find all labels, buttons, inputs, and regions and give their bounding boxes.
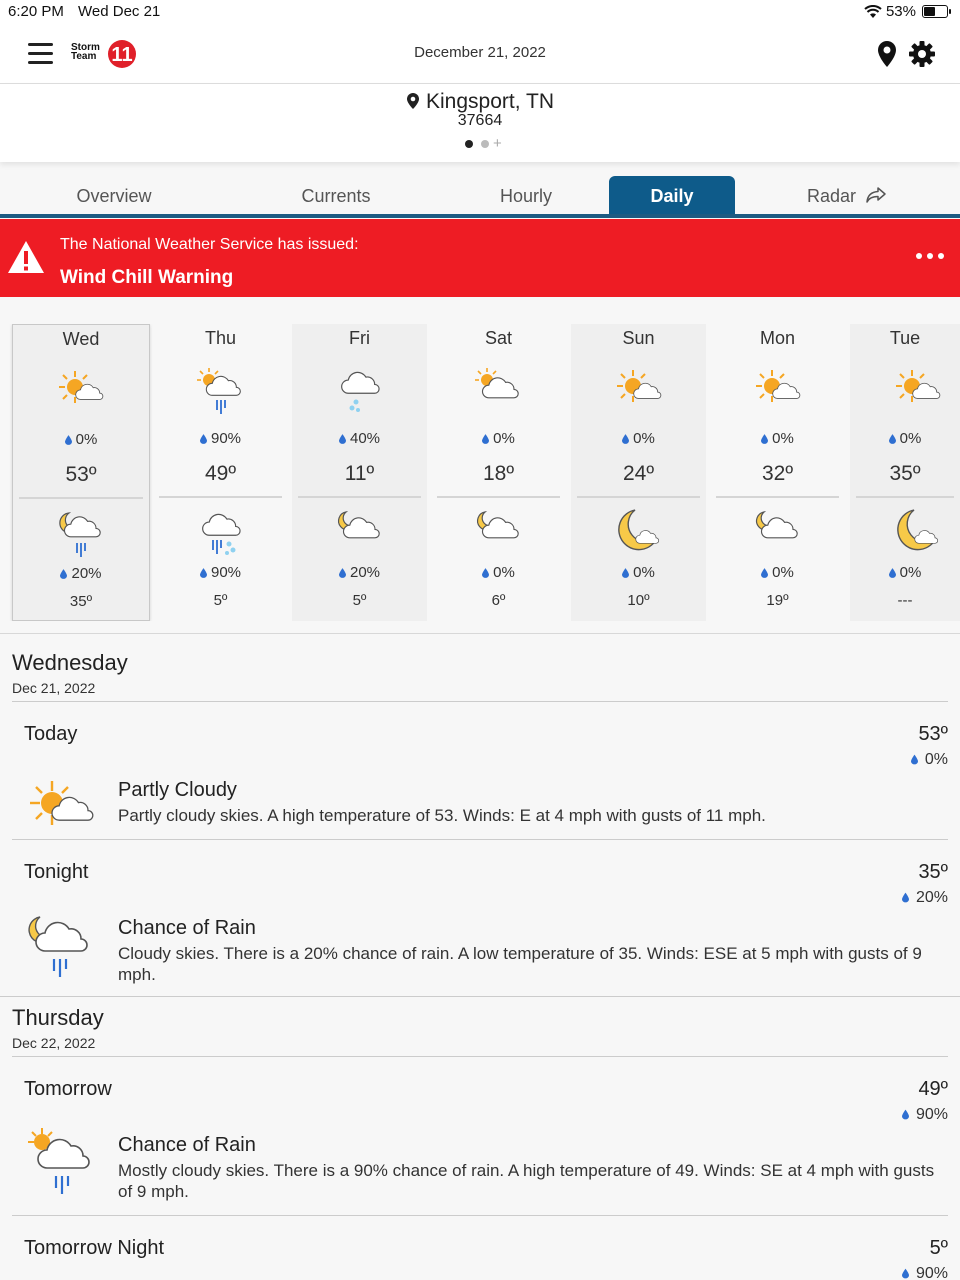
raindrop-icon xyxy=(761,568,768,578)
raindrop-icon xyxy=(622,434,629,444)
day-name: Thu xyxy=(204,328,237,348)
period-name: Tomorrow xyxy=(24,1078,112,1100)
tab-bar xyxy=(0,176,960,218)
precip-night-value: 0% xyxy=(899,564,922,581)
day-card[interactable] xyxy=(431,324,566,621)
high-temp: 11º xyxy=(344,462,375,485)
period-precip-value: 90% xyxy=(915,1106,948,1123)
raindrop-icon xyxy=(60,569,67,579)
location-pager[interactable] xyxy=(465,135,502,152)
tab-radar[interactable] xyxy=(780,176,914,214)
raindrop-icon xyxy=(339,434,346,444)
period-name: Today xyxy=(24,723,78,745)
partly-sunny-icon xyxy=(892,366,944,418)
day-name: Sat xyxy=(484,328,513,348)
high-temp: 53º xyxy=(65,463,97,486)
alert-issuer: The National Weather Service has issued: xyxy=(60,236,359,253)
period-description: Partly cloudy skies. A high temperature of 53. Winds: E at 4 mph with gusts of 11 mph. xyxy=(118,806,766,825)
location-bar[interactable] xyxy=(0,84,960,162)
warning-icon xyxy=(6,239,46,275)
partly-sunny-icon xyxy=(752,366,804,418)
daily-forecast-strip[interactable] xyxy=(0,324,960,621)
raindrop-icon xyxy=(889,568,896,578)
divider xyxy=(159,496,282,498)
forecast-period xyxy=(0,861,960,996)
day-card[interactable] xyxy=(292,324,427,621)
rain-snow-icon xyxy=(195,506,247,558)
tab-radar-label: Radar xyxy=(806,186,856,206)
sun-rain-icon xyxy=(195,366,247,418)
pager-dot[interactable] xyxy=(481,140,489,148)
raindrop-icon xyxy=(482,568,489,578)
tab-currents[interactable]: Currents xyxy=(301,186,371,206)
precip-night-value: 0% xyxy=(772,564,794,581)
status-bar xyxy=(0,0,960,24)
location-pin-icon[interactable] xyxy=(876,40,898,68)
sun-rain-icon xyxy=(22,1122,98,1198)
precip-day-value: 40% xyxy=(349,430,381,447)
high-temp: 35º xyxy=(889,462,921,485)
day-card[interactable] xyxy=(153,324,288,621)
partly-cloudy-night-icon xyxy=(752,506,804,558)
pager-dot-active[interactable] xyxy=(465,140,473,148)
tab-daily[interactable]: Daily xyxy=(609,176,735,214)
detail-day-header xyxy=(12,1005,104,1051)
raindrop-icon xyxy=(622,568,629,578)
precip-day-value: 0% xyxy=(772,430,794,447)
precip-night xyxy=(431,564,566,581)
raindrop-icon xyxy=(902,1109,909,1120)
app-header xyxy=(0,24,960,84)
divider xyxy=(437,496,560,498)
detail-day-date: Dec 21, 2022 xyxy=(12,680,96,696)
day-name: Tue xyxy=(889,328,921,348)
high-temp: 32º xyxy=(761,462,794,485)
precip-night xyxy=(850,564,960,581)
high-temp: 18º xyxy=(482,462,515,485)
divider xyxy=(12,1056,948,1057)
partly-sunny-icon xyxy=(22,767,98,843)
raindrop-icon xyxy=(902,892,909,903)
precip-day xyxy=(13,431,149,448)
detail-day-title: Thursday xyxy=(12,1005,104,1030)
precip-day xyxy=(153,430,288,447)
status-date: Wed Dec 21 xyxy=(78,3,161,20)
divider xyxy=(12,701,948,702)
precip-day-value: 90% xyxy=(210,430,242,447)
low-temp: 6º xyxy=(491,592,506,609)
precip-day xyxy=(710,430,845,447)
divider xyxy=(19,497,143,499)
day-name: Wed xyxy=(62,329,100,349)
period-name: Tonight xyxy=(24,861,89,883)
day-name: Mon xyxy=(759,328,795,348)
alert-title: Wind Chill Warning xyxy=(60,267,234,288)
divider xyxy=(12,1215,948,1216)
precip-night xyxy=(13,565,149,582)
raindrop-icon xyxy=(200,568,207,578)
tab-overview[interactable]: Overview xyxy=(76,186,152,206)
raindrop-icon xyxy=(889,434,896,444)
forecast-period xyxy=(0,1078,960,1215)
raindrop-icon xyxy=(911,754,918,765)
partly-sunny-icon xyxy=(613,366,665,418)
precip-night-value: 20% xyxy=(349,564,381,581)
detail-day-title: Wednesday xyxy=(12,650,128,675)
share-arrow-icon xyxy=(865,186,887,204)
add-location-icon[interactable]: + xyxy=(493,135,502,152)
battery-percent: 53% xyxy=(885,3,916,20)
period-condition: Partly Cloudy xyxy=(118,779,237,801)
precip-day-value: 0% xyxy=(75,431,98,448)
period-precip-value: 90% xyxy=(915,1265,948,1280)
tab-hourly[interactable]: Hourly xyxy=(499,186,552,206)
low-temp: 35º xyxy=(69,593,93,610)
period-condition: Chance of Rain xyxy=(118,917,256,939)
divider xyxy=(716,496,839,498)
precip-day xyxy=(292,430,427,447)
day-card[interactable] xyxy=(850,324,960,621)
raindrop-icon xyxy=(65,435,72,445)
wifi-icon xyxy=(864,5,882,19)
divider xyxy=(856,496,954,498)
precip-night-value: 0% xyxy=(493,564,515,581)
precip-night xyxy=(710,564,845,581)
raindrop-icon xyxy=(339,568,346,578)
period-temp: 49º xyxy=(918,1078,948,1100)
mostly-cloudy-icon xyxy=(473,366,525,418)
logo-text-line1: Storm xyxy=(71,42,100,53)
location-marker-icon xyxy=(406,92,420,110)
raindrop-icon xyxy=(482,434,489,444)
period-name: Tomorrow Night xyxy=(24,1237,165,1259)
battery-icon xyxy=(922,5,948,18)
divider xyxy=(298,496,421,498)
low-temp: 10º xyxy=(627,592,650,609)
period-precip xyxy=(911,751,948,769)
location-zip: 37664 xyxy=(457,112,503,129)
period-temp: 53º xyxy=(918,723,948,745)
more-options-icon[interactable] xyxy=(916,253,944,259)
moon-cloud-icon xyxy=(613,506,665,558)
night-rain-icon xyxy=(55,507,107,559)
divider xyxy=(0,996,960,997)
low-temp: 5º xyxy=(352,592,367,609)
day-name: Fri xyxy=(349,328,370,348)
raindrop-icon xyxy=(761,434,768,444)
period-precip xyxy=(902,1106,948,1124)
period-description: Mostly cloudy skies. There is a 90% chance of rain. A high temperature of 49. Winds: SE at 4 mph with gusts of 9 mph. xyxy=(118,1161,935,1201)
day-name: Sun xyxy=(622,328,655,348)
precip-day-value: 0% xyxy=(493,430,515,447)
raindrop-icon xyxy=(200,434,207,444)
low-temp: 5º xyxy=(213,592,228,609)
period-description: Cloudy skies. There is a 20% chance of rain. A low temperature of 35. Winds: ESE at 5 mph with gusts of 9 mph. xyxy=(118,944,922,984)
night-rain-icon xyxy=(22,905,98,981)
period-condition: Chance of Rain xyxy=(118,1134,256,1156)
divider xyxy=(577,496,700,498)
gear-icon[interactable] xyxy=(908,40,936,68)
precip-night-value: 0% xyxy=(633,564,655,581)
logo-number: 11 xyxy=(111,44,133,66)
raindrop-icon xyxy=(902,1268,909,1279)
high-temp: 24º xyxy=(622,462,655,485)
partly-cloudy-night-icon xyxy=(473,506,525,558)
forecast-period xyxy=(0,723,960,839)
precip-day-value: 0% xyxy=(633,430,655,447)
precip-day xyxy=(850,430,960,447)
high-temp: 49º xyxy=(204,462,237,485)
forecast-period xyxy=(0,1237,960,1280)
precip-night xyxy=(153,564,288,581)
status-time: 6:20 PM xyxy=(8,3,64,20)
precip-night xyxy=(292,564,427,581)
day-card[interactable] xyxy=(12,324,150,621)
period-precip xyxy=(902,889,948,907)
header-date: December 21, 2022 xyxy=(414,44,546,61)
weather-alert-banner[interactable] xyxy=(0,219,960,297)
snow-cloud-icon xyxy=(334,366,386,418)
detail-day-date: Dec 22, 2022 xyxy=(12,1035,96,1051)
period-precip-value: 0% xyxy=(924,751,948,768)
location-city: Kingsport, TN xyxy=(426,90,554,113)
logo-text-line2: Team xyxy=(71,51,97,62)
detail-day-header xyxy=(12,650,128,696)
precip-night-value: 20% xyxy=(71,565,102,582)
low-temp: 19º xyxy=(766,592,789,609)
period-temp: 5º xyxy=(929,1237,948,1259)
day-card[interactable] xyxy=(571,324,706,621)
precip-day xyxy=(571,430,706,447)
precip-night xyxy=(571,564,706,581)
partly-sunny-icon xyxy=(55,367,107,419)
partly-cloudy-night-icon xyxy=(334,506,386,558)
period-precip xyxy=(902,1265,948,1280)
precip-night-value: 90% xyxy=(210,564,242,581)
precip-day-value: 0% xyxy=(899,430,922,447)
moon-cloud-icon xyxy=(892,506,944,558)
period-temp: 35º xyxy=(918,861,948,883)
divider xyxy=(0,633,960,634)
period-precip-value: 20% xyxy=(915,889,948,906)
divider xyxy=(12,839,948,840)
precip-day xyxy=(431,430,566,447)
low-temp: --- xyxy=(897,592,913,609)
day-card[interactable] xyxy=(710,324,845,621)
